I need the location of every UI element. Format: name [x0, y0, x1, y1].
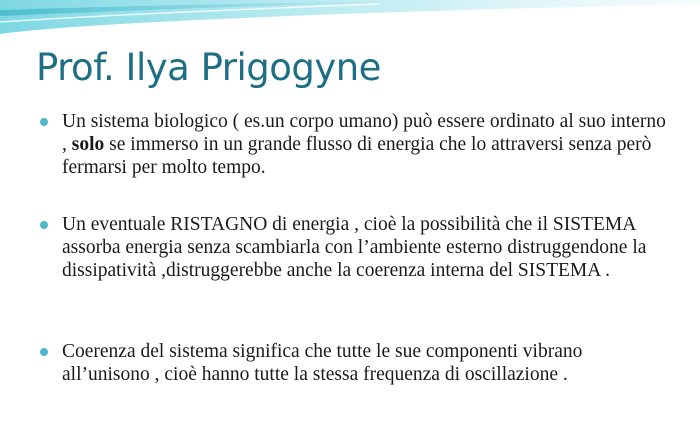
bullet-text-2: Un eventuale RISTAGNO di energia , cioè la possibilità che il SISTEMA assorba energia senza scambiarla con l’ambiente esterno distruggendone la dissipatività ,distruggerebbe anche la coerenza interna del SISTEMA . [62, 214, 647, 281]
bullet-dot-icon [40, 348, 48, 356]
slide-title: Prof. Ilya Prigogyne [36, 46, 381, 89]
bullet-1-bold-word: solo [71, 134, 105, 155]
bullet-text-3: Coerenza del sistema significa che tutte le sue componenti vibrano all’unisono , cioè hanno tutte la stessa frequenza di oscillazione . [62, 341, 583, 385]
bullet-1-text-part: Un sistema biologico ( es.un corpo umano) può essere ordinato al suo interno , [62, 111, 666, 155]
bullet-1-text-part: se immerso in un grande flusso di energia che lo attraversi senza però fermarsi per molto tempo. [62, 134, 652, 178]
bullet-dot-icon [40, 221, 48, 229]
bullet-text-1 [62, 110, 672, 179]
bullet-dot-icon [40, 118, 48, 126]
